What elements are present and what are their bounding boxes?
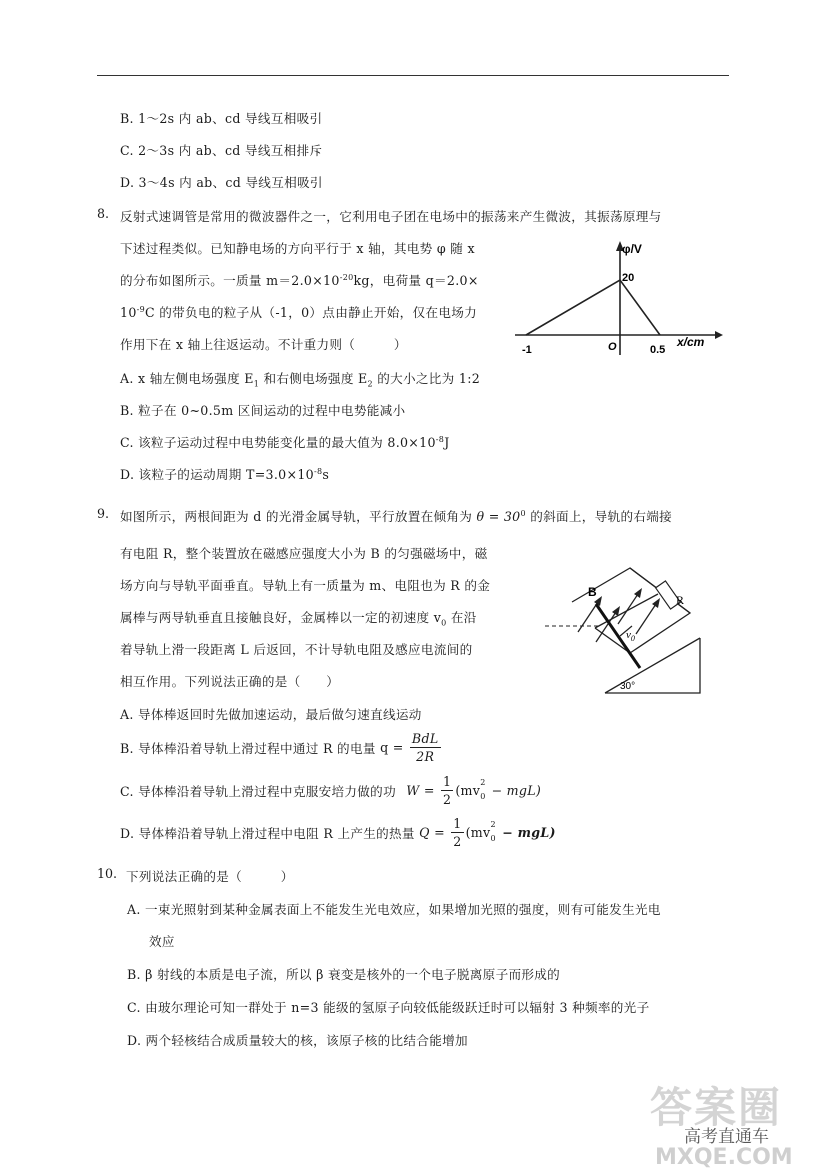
q8-stem-line2: 下述过程类似。已知静电场的方向平行于 x 轴，其电势 φ 随 x [120, 241, 475, 256]
q7-option-c: C. 2～3s 内 ab、cd 导线互相排斥 [120, 143, 323, 158]
q8-potential-graph [510, 235, 730, 365]
q7-option-d: D. 3～4s 内 ab、cd 导线互相吸引 [120, 175, 323, 190]
resistor-label: R [676, 593, 685, 607]
q9-option-a: A. 导体棒返回时先做加速运动，最后做匀速直线运动 [120, 707, 422, 722]
x-axis-arrow [715, 331, 723, 339]
q8-stem-line4: $10^{-9}C$ 的带负电的粒子从（-1，0）点由静止开始，仅在电场力 [120, 304, 478, 320]
rail-loop [630, 568, 690, 653]
field-label: B [588, 585, 597, 599]
q10-number: 10. [97, 866, 118, 881]
q9-stem-line3: 场方向与导轨平面垂直。导轨上有一质量为 m、电阻也为 R 的金 [120, 578, 491, 593]
q9-option-d: D. 导体棒沿着导轨上滑过程中电阻 R 上产生的热量 Q = $\frac{1}{2}$ (mv 2 0 − mgL) [120, 816, 556, 849]
q8-stem-line3: 的分布如图所示。一质量 $m=2.0\times 10^{-20}kg$，电荷量 q＝2.0× [120, 272, 479, 288]
q10-option-c: C. 由玻尔理论可知一群处于 n=3 能级的氢原子向较低能级跃迁时可以辐射 3 种频率的光子 [127, 1000, 650, 1015]
potential-curve [526, 280, 660, 335]
velocity-label: $v_0$ [626, 629, 635, 643]
q9-option-b: B. 导体棒沿着导轨上滑过程中通过 R 的电量 q = $\frac{\text{BdL}}{2R}$ [120, 731, 439, 764]
x-axis-label: x/cm [677, 335, 705, 349]
q8-option-a: A. x 轴左侧电场强度 $E_1$ 和右侧电场强度 $E_2$ 的大小之比为 1:2 [120, 371, 481, 389]
watermark-subtitle: 高考直通车 [684, 1127, 769, 1147]
peak-label: 20 [622, 272, 635, 284]
q9-rail-figure [540, 558, 715, 698]
angle-label: 30° [620, 681, 636, 692]
q8-option-d: D. 该粒子的运动周期 $T=3.0\times 10^{-8}s$ [120, 466, 330, 482]
q8-option-b: B. 粒子在 0~0.5m 区间运动的过程中电势能减小 [120, 403, 406, 418]
y-axis-label: φ/V [622, 242, 642, 256]
q10-option-a-line2: 效应 [149, 934, 175, 949]
q8-stem-line5: 作用下在 x 轴上往返运动。不计重力则（ ） [120, 337, 407, 352]
q9-b-fraction: $\frac{\text{BdL}}{2R}$ [411, 731, 439, 764]
watermark-url: MXQE.COM [655, 1145, 793, 1170]
watermark-logo: 答案圈 [650, 1083, 783, 1132]
q8-number: 8. [97, 206, 110, 221]
q9-stem-line1: 如图所示，两根间距为 d 的光滑金属导轨，平行放置在倾角为 $\theta = 30^0$ 的斜面上，导轨的右端接 [120, 508, 673, 524]
q10-option-b: B. β 射线的本质是电子流，所以 β 衰变是核外的一个电子脱离原子而形成的 [127, 967, 561, 982]
q9-number: 9. [97, 506, 110, 521]
origin-label: O [608, 341, 617, 353]
q9-stem-line4: 属棒与两导轨垂直且接触良好，金属棒以一定的初速度 $v_0$ 在沿 [120, 610, 477, 628]
q8-stem-line1: 反射式速调管是常用的微波器件之一，它利用电子团在电场中的振荡来产生微波，其振荡原理与 [120, 209, 662, 224]
q9-c-fraction: $\frac{1}{2}$ [443, 774, 452, 807]
q10-stem: 下列说法正确的是（ ） [126, 869, 294, 884]
q7-option-b: B. 1～2s 内 ab、cd 导线互相吸引 [120, 111, 323, 126]
q9-stem-line2: 有电阻 R，整个装置放在磁感应强度大小为 B 的匀强磁场中，磁 [120, 546, 488, 561]
q9-option-c: C. 导体棒沿着导轨上滑过程中克服安培力做的功 W = $\frac{1}{2}$ (mv 2 0 − mgL) [120, 774, 542, 807]
q10-option-a-line1: A. 一束光照射到某种金属表面上不能发生光电效应，如果增加光照的强度，则有可能发生光电 [127, 902, 661, 917]
left-x-label: -1 [522, 344, 532, 356]
q10-option-d: D. 两个轻核结合成质量较大的核，该原子核的比结合能增加 [127, 1033, 468, 1048]
q8-option-c: C. 该粒子运动过程中电势能变化量的最大值为 $8.0\times 10^{-8}J$ [120, 434, 450, 450]
right-x-label: 0.5 [650, 344, 666, 356]
header-rule [97, 75, 729, 76]
q9-stem-line5: 着导轨上滑一段距离 L 后返回，不计导轨电阻及感应电流间的 [120, 642, 473, 657]
q9-stem-line6: 相互作用。下列说法正确的是（ ） [120, 674, 340, 689]
q9-d-fraction: $\frac{1}{2}$ [453, 816, 462, 849]
